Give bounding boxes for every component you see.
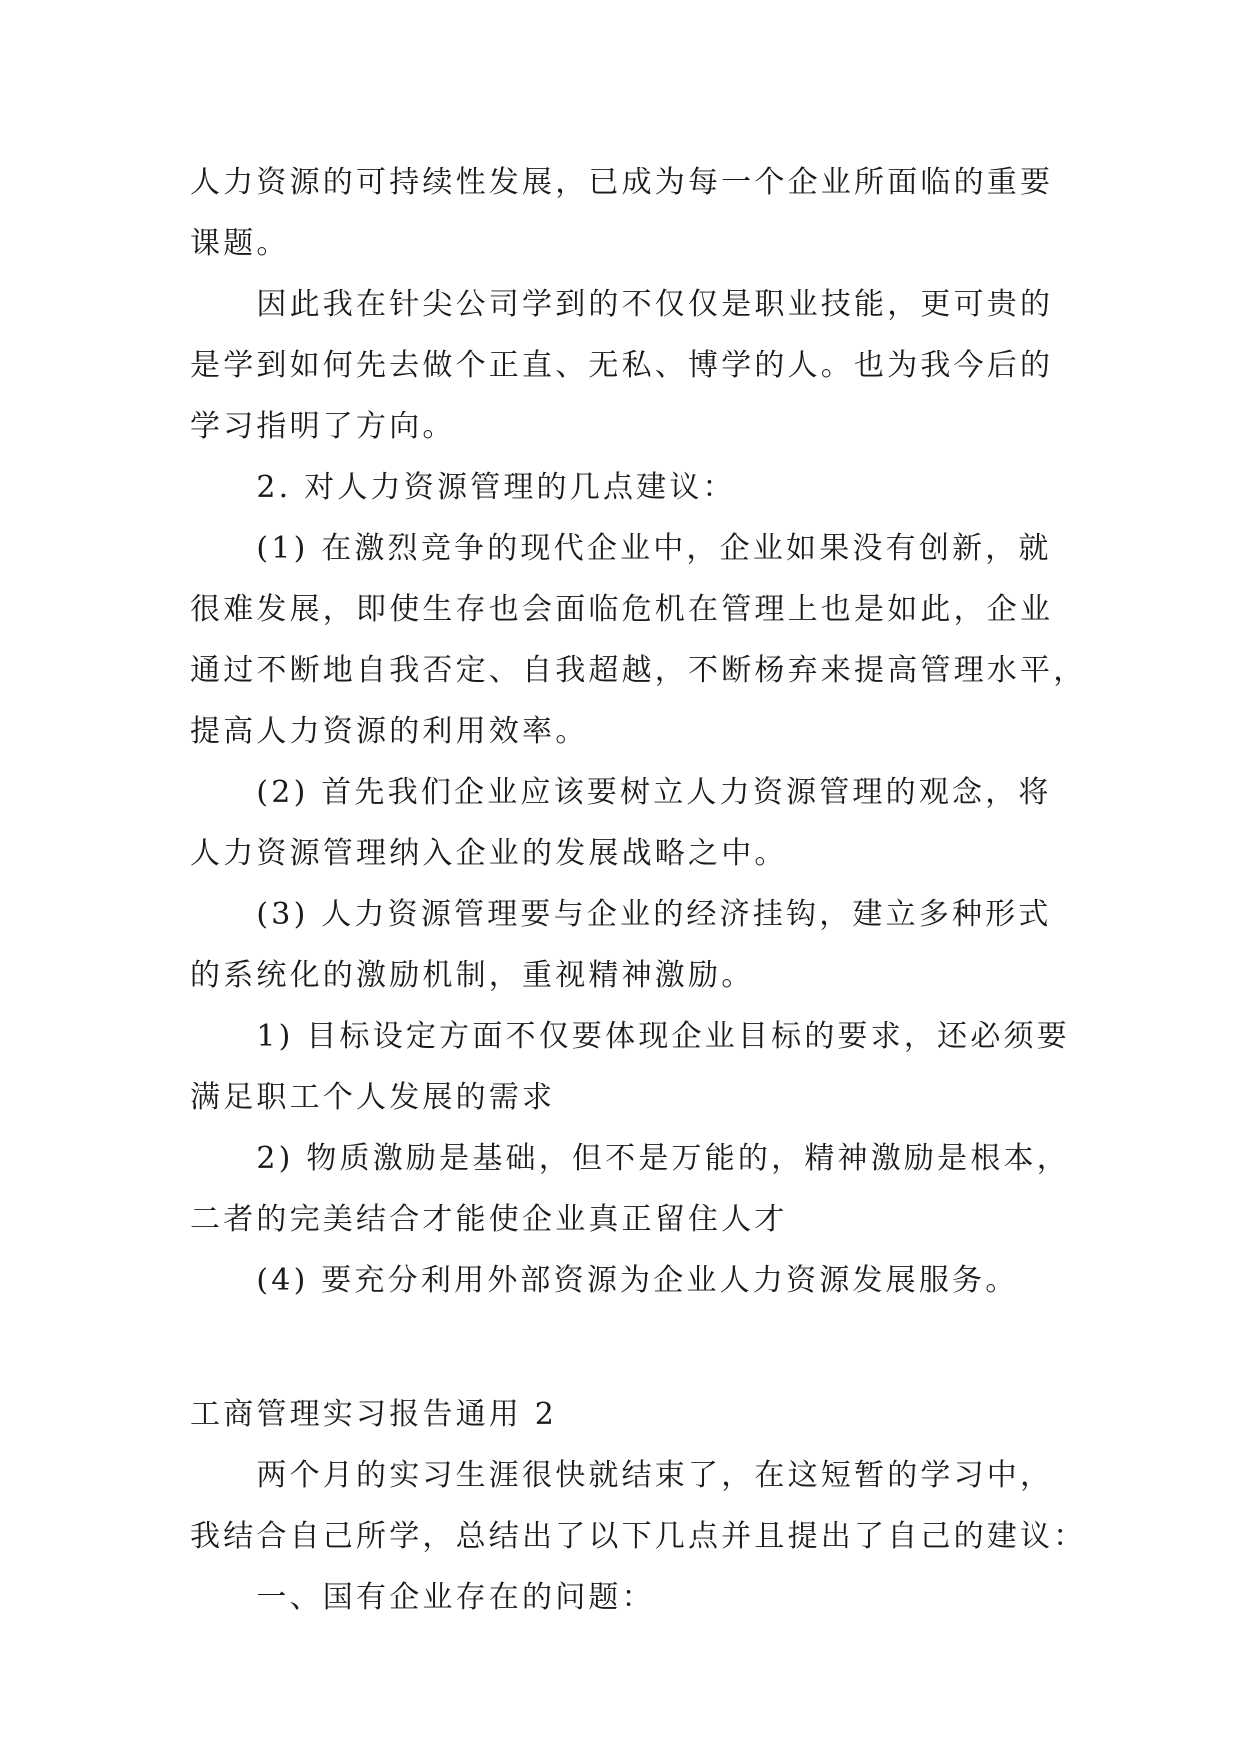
text-line: 通过不断地自我否定、自我超越，不断杨弃来提高管理水平， bbox=[190, 653, 1087, 688]
text-line: 课题。 bbox=[190, 226, 290, 261]
text-line: 两个月的实习生涯很快就结束了，在这短暂的学习中， bbox=[190, 1458, 1054, 1493]
text-line: (2) 首先我们企业应该要树立人力资源管理的观念，将 bbox=[190, 775, 1052, 810]
text-line: 学习指明了方向。 bbox=[190, 409, 456, 444]
document-body bbox=[190, 152, 1087, 1628]
text-line: 1) 目标设定方面不仅要体现企业目标的要求，还必须要 bbox=[190, 1019, 1070, 1054]
text-line: 人力资源的可持续性发展，已成为每一个企业所面临的重要 bbox=[190, 165, 1054, 200]
text-line: 因此我在针尖公司学到的不仅仅是职业技能，更可贵的 bbox=[190, 287, 1054, 322]
text-line: (1) 在激烈竞争的现代企业中，企业如果没有创新，就 bbox=[190, 531, 1052, 566]
text-line: (4) 要充分利用外部资源为企业人力资源发展服务。 bbox=[190, 1263, 1019, 1298]
text-line: 满足职工个人发展的需求 bbox=[190, 1080, 556, 1115]
text-line: 我结合自己所学，总结出了以下几点并且提出了自己的建议： bbox=[190, 1519, 1087, 1554]
text-line: 二者的完美结合才能使企业真正留住人才 bbox=[190, 1202, 788, 1237]
text-line: (3) 人力资源管理要与企业的经济挂钩，建立多种形式 bbox=[190, 897, 1052, 932]
text-line: 提高人力资源的利用效率。 bbox=[190, 714, 589, 749]
text-line: 是学到如何先去做个正直、无私、博学的人。也为我今后的 bbox=[190, 348, 1054, 383]
text-line: 的系统化的激励机制，重视精神激励。 bbox=[190, 958, 755, 993]
text-line: 很难发展，即使生存也会面临危机在管理上也是如此，企业 bbox=[190, 592, 1054, 627]
blank-line bbox=[190, 1311, 1058, 1384]
text-line: 人力资源管理纳入企业的发展战略之中。 bbox=[190, 836, 788, 871]
text-line: 2) 物质激励是基础，但不是万能的，精神激励是根本， bbox=[190, 1141, 1070, 1176]
section-heading: 工商管理实习报告通用 2 bbox=[190, 1397, 558, 1432]
text-line: 2. 对人力资源管理的几点建议： bbox=[190, 470, 736, 505]
text-line: 一、国有企业存在的问题： bbox=[190, 1580, 655, 1615]
